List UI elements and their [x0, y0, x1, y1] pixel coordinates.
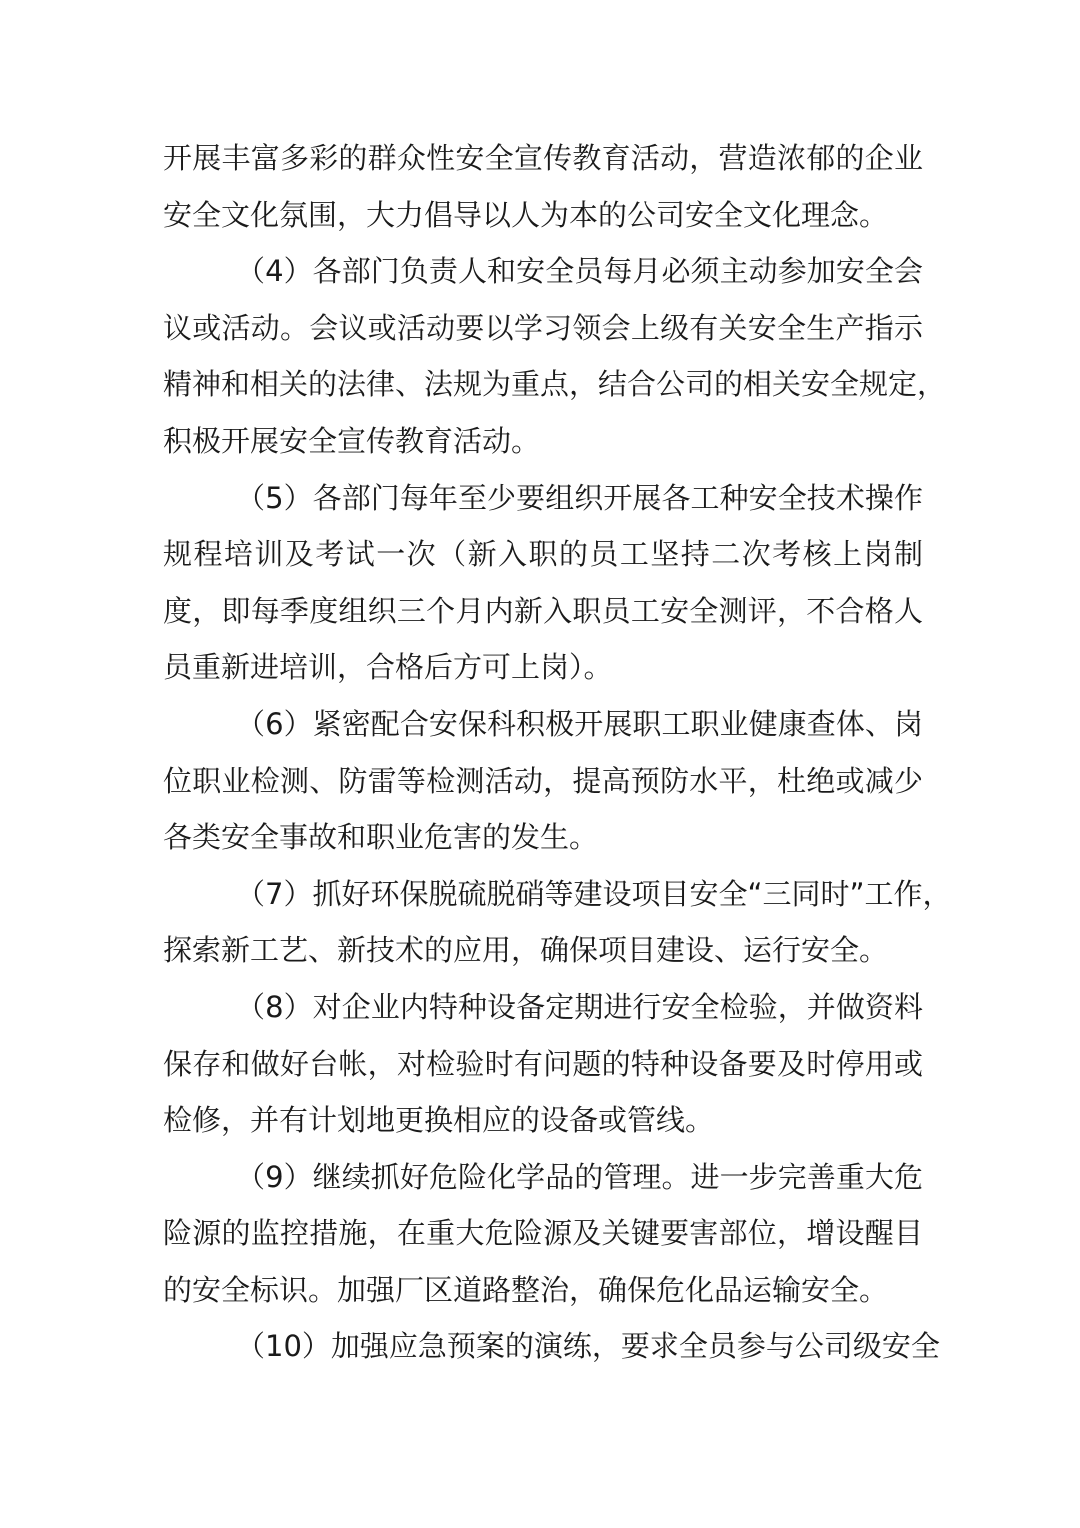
text-line: 保存和做好台帐，对检验时有问题的特种设备要及时停用或 [163, 1046, 923, 1081]
paragraph [163, 130, 923, 243]
text-line: 开展丰富多彩的群众性安全宣传教育活动，营造浓郁的企业 [163, 141, 923, 175]
text-line: 的安全标识。加强厂区道路整治，确保危化品运输安全。 [163, 1272, 889, 1307]
text-line: 精神和相关的法律、法规为重点，结合公司的相关安全规定， [163, 367, 947, 402]
text-line: （9）继续抓好危险化学品的管理。进一步完善重大危 [236, 1159, 923, 1194]
text-line: （8）对企业内特种设备定期进行安全检验，并做资料 [236, 989, 923, 1024]
paragraph [163, 1149, 923, 1319]
text-line: 各类安全事故和职业危害的发生。 [163, 820, 599, 855]
paragraph [163, 1318, 940, 1375]
text-line: 规程培训及考试一次（新入职的员工坚持二次考核上岗制 [163, 537, 923, 572]
paragraph [163, 243, 947, 469]
text-line: （5）各部门每年至少要组织开展各工种安全技术操作 [236, 480, 923, 515]
text-line: （6）紧密配合安保科积极开展职工职业健康查体、岗 [236, 706, 923, 741]
paragraph [163, 866, 952, 979]
text-line: （4）各部门负责人和安全员每月必须主动参加安全会 [236, 254, 923, 289]
text-line: （7）抓好环保脱硫脱硝等建设项目安全“三同时”工作， [236, 876, 952, 911]
text-line: 安全文化氛围，大力倡导以人为本的公司安全文化理念。 [163, 197, 889, 232]
document-body [163, 130, 952, 1375]
text-line: 度，即每季度组织三个月内新入职员工安全测评，不合格人 [163, 593, 923, 628]
text-line: 探索新工艺、新技术的应用，确保项目建设、运行安全。 [163, 933, 889, 968]
paragraph [163, 470, 923, 696]
text-line: 位职业检测、防雷等检测活动，提高预防水平，杜绝或减少 [163, 763, 923, 798]
text-line: 员重新进培训，合格后方可上岗）。 [163, 650, 613, 685]
text-line: 积极开展安全宣传教育活动。 [163, 423, 541, 458]
paragraph [163, 979, 923, 1149]
text-line: 议或活动。会议或活动要以学习领会上级有关安全生产指示 [163, 310, 923, 345]
text-line: 检修，并有计划地更换相应的设备或管线。 [163, 1103, 715, 1138]
text-line: （10）加强应急预案的演练，要求全员参与公司级安全 [236, 1329, 940, 1364]
text-line: 险源的监控措施，在重大危险源及关键要害部位，增设醒目 [163, 1216, 923, 1251]
paragraph [163, 696, 923, 866]
